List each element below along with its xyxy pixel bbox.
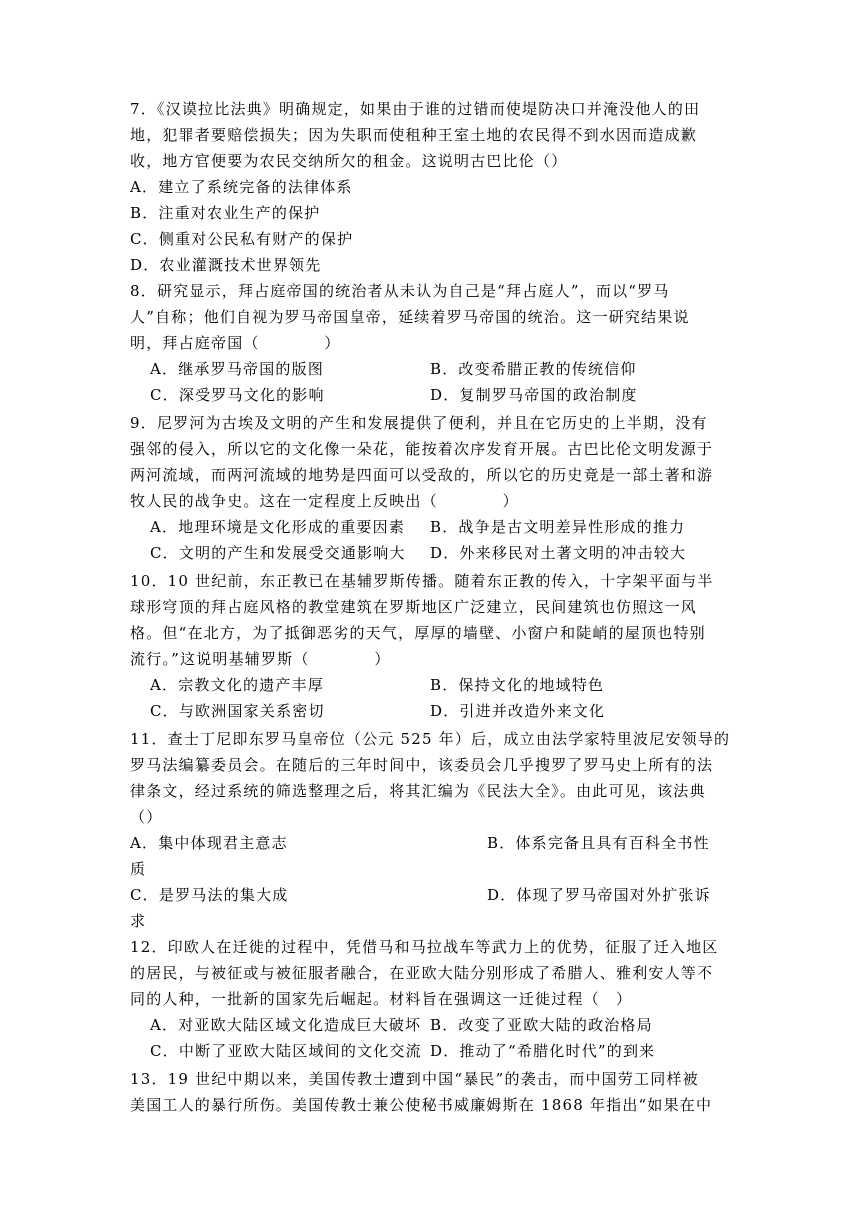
question-stem-line: 收，地方官便要为农民交纳所欠的租金。这说明古巴比伦（）: [130, 152, 568, 170]
option-d-wrap: 求: [130, 912, 147, 930]
option-d: D．复制罗马帝国的政治制度: [430, 386, 638, 404]
question-stem-line: 流行。”这说明基辅罗斯（ ）: [130, 650, 391, 668]
question-stem-line: 9．尼罗河为古埃及文明的产生和发展提供了便利，并且在它历史的上半期，没有: [130, 414, 708, 432]
option-b-wrap: 质: [130, 860, 147, 878]
option-b: B．改变希腊正教的传统信仰: [430, 360, 637, 378]
question-stem-line: 罗马法编纂委员会。在随后的三年时间中，该委员会几乎搜罗了罗马史上所有的法: [130, 756, 714, 774]
option-b: B．战争是古文明差异性形成的推力: [430, 518, 686, 536]
question-stem-line: 10．10 世纪前，东正教已在基辅罗斯传播。随着东正教的传入，十字架平面与半: [130, 572, 714, 590]
question-stem-line: 8．研究显示，拜占庭帝国的统治者从未认为自己是“拜占庭人”，而以“罗马: [130, 282, 670, 300]
question-stem-line: 人”自称；他们自视为罗马帝国皇帝，延续着罗马帝国的统治。这一研究结果说: [130, 308, 690, 326]
option-d: D．推动了“希腊化时代”的到来: [430, 1042, 656, 1060]
option-d: D．农业灌溉技术世界领先: [130, 256, 322, 274]
question-stem-line: 强邻的侵入，所以它的文化像一朵花，能按着次序发育开展。古巴比伦文明发源于: [130, 440, 714, 458]
question-stem-line: 地，犯罪者要赔偿损失；因为失职而使租种王室土地的农民得不到水因而造成歉: [130, 126, 698, 144]
question-stem-line: 球形穹顶的拜占庭风格的教堂建筑在罗斯地区广泛建立，民间建筑也仿照这一风: [130, 598, 698, 616]
option-b: B．改变了亚欧大陆的政治格局: [430, 1016, 653, 1034]
option-c: C．文明的产生和发展受交通影响大: [150, 544, 406, 562]
option-a: A．集中体现君主意志: [130, 834, 288, 852]
option-a: A．继承罗马帝国的版图: [150, 360, 325, 378]
question-stem-line: 律条文，经过系统的筛选整理之后，将其汇编为《民法大全》。由此可见，该法典: [130, 782, 706, 800]
option-c: C．与欧洲国家关系密切: [150, 702, 325, 720]
option-c: C．深受罗马文化的影响: [150, 386, 325, 404]
question-stem-line: 明，拜占庭帝国（ ）: [130, 334, 341, 352]
option-d: D．外来移民对土著文明的冲击较大: [430, 544, 687, 562]
question-stem-line: 同的人种，一批新的国家先后崛起。材料旨在强调这一迁徙过程（ ）: [130, 990, 633, 1008]
question-stem-line: （）: [130, 808, 163, 826]
option-d: D．引进并改造外来文化: [430, 702, 606, 720]
question-stem-line: 的居民，与被征或与被征服者融合，在亚欧大陆分别形成了希腊人、雅利安人等不: [130, 964, 714, 982]
option-c: C．中断了亚欧大陆区域间的文化交流: [150, 1042, 422, 1060]
option-b: B．体系完备且具有百科全书性: [487, 834, 710, 852]
question-stem-line: 两河流域，而两河流域的地势是四面可以受敌的，所以它的历史竟是一部土著和游: [130, 466, 714, 484]
question-stem-line: 格。但“在北方，为了抵御恶劣的天气，厚厚的墙壁、小窗户和陡峭的屋顶也特别: [130, 624, 706, 642]
option-a: A．对亚欧大陆区域文化造成巨大破坏: [150, 1016, 422, 1034]
option-a: A．建立了系统完备的法律体系: [130, 178, 353, 196]
option-a: A．地理环境是文化形成的重要因素: [150, 518, 406, 536]
question-stem-line: 7．《汉谟拉比法典》明确规定，如果由于谁的过错而使堤防决口并淹没他人的田: [130, 100, 701, 118]
option-d: D．体现了罗马帝国对外扩张诉: [487, 886, 711, 904]
option-a: A．宗教文化的遗产丰厚: [150, 676, 325, 694]
question-stem-line: 美国工人的暴行所伤。美国传教士兼公使秘书威廉姆斯在 1868 年指出“如果在中: [130, 1096, 713, 1114]
question-stem-line: 牧人民的战争史。这在一定程度上反映出（ ）: [130, 492, 519, 510]
option-b: B．注重对农业生产的保护: [130, 204, 321, 222]
option-b: B．保持文化的地域特色: [430, 676, 605, 694]
option-c: C．侧重对公民私有财产的保护: [130, 230, 354, 248]
question-stem-line: 13．19 世纪中期以来，美国传教士遭到中国“暴民”的袭击，而中国劳工同样被: [130, 1070, 699, 1088]
option-c: C．是罗马法的集大成: [130, 886, 289, 904]
question-stem-line: 12．印欧人在迁徙的过程中，凭借马和马拉战车等武力上的优势，征服了迁入地区: [130, 938, 719, 956]
question-stem-line: 11．查士丁尼即东罗马皇帝位（公元 525 年）后，成立由法学家特里波尼安领导的: [130, 730, 730, 748]
